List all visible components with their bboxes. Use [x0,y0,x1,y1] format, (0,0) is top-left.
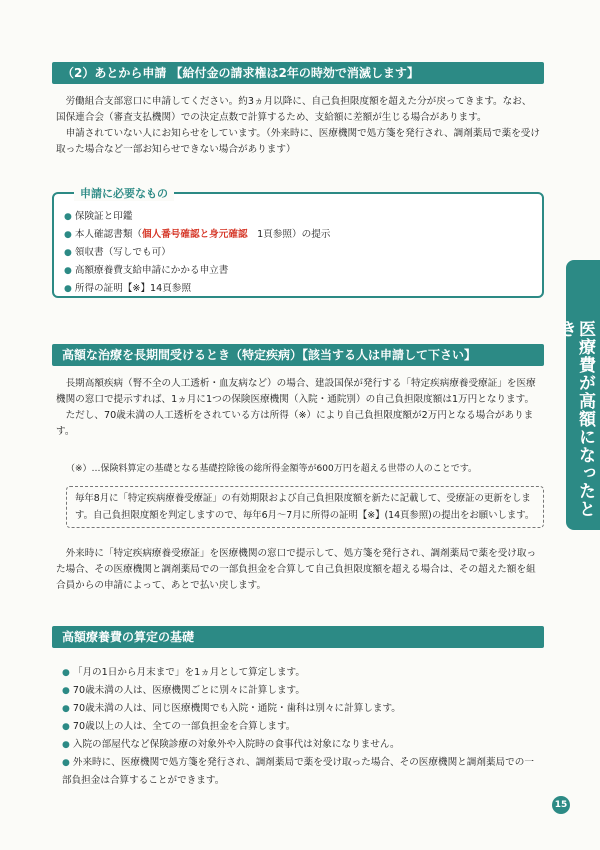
section-subtitle: 【給付金の請求権は2年の時効で消滅します】 [170,66,419,80]
page-number: 15 [552,796,570,814]
list-item-text: 領収書（写しでも可） [74,247,171,258]
bullet-icon: ● [64,266,72,276]
section1-body [56,94,540,158]
list-item [62,664,542,682]
bullet-icon: ● [62,668,70,678]
bullet-icon: ● [62,686,70,696]
list-item-text: 70歳未満の人は、医療機関ごとに別々に計算します。 [72,685,305,696]
section-header-after-application [52,62,544,84]
bullet-icon: ● [64,230,72,240]
chapter-side-tab [556,260,600,530]
list-item [64,208,330,226]
bullet-icon: ● [64,248,72,258]
list-item [62,754,542,789]
list-item [62,700,542,718]
list-item-text: 70歳未満の人は、同じ医療機関でも入院・通院・歯科は別々に計算します。 [72,703,401,714]
section2-paragraph-3: 外来時に「特定疾病療養受療証」を医療機関の窓口で提示して、処方箋を発行され、調剤薬局で薬を受け取った場合、その医療機関と調剤薬局での一部負担金を合算して自己負担限度額を超える場合は、その超えた額を組合員からの申請によって、あとで払い戻します。 [56,548,537,591]
list-item [62,736,542,754]
bullet-icon: ● [64,284,72,294]
list-item-text: 70歳以上の人は、全ての一部負担金を合算します。 [72,721,296,732]
required-items-box [52,187,544,298]
income-note: （※）…保険料算定の基礎となる基礎控除後の総所得金額等が600万円を超える世帯の人のことです。 [66,464,478,474]
bullet-icon: ● [62,722,70,732]
list-item [64,226,330,244]
section2-body-2 [56,546,540,594]
calculation-list [62,664,542,789]
list-item-text: 外来時に、医療機関で処方箋を発行され、調剤薬局で薬を受け取った場合、その医療機関と調剤薬局での一部負担金は合算することができます。 [62,757,534,786]
section2-paragraph-1: 長期高額疾病（腎不全の人工透析・血友病など）の場合、建設国保が発行する「特定疾病療養受療証」を医療機関の窓口で提示すれば、1ヵ月に1つの保険医療機関（入院・通院別）の自己負担限度額は1万円となります。 [56,378,536,405]
section2-body [56,376,540,440]
bullet-icon: ● [62,740,70,750]
section-title: （2）あとから申請 [62,66,167,80]
bullet-icon: ● [62,758,70,768]
section1-paragraph-1: 労働組合支部窓口に申請してください。約3ヵ月以降に、自己負担限度額を超えた分が戻ってきます。なお、国保連合会（審査支払機関）での決定点数で計算するため、支給額に差額が生じる場合があります。 [56,96,532,123]
section2-paragraph-2: ただし、70歳未満の人工透析をされている方は所得（※）により自己負担限度額が2万円となる場合があります。 [56,410,534,437]
list-item [64,244,330,262]
section-title: 高額な治療を長期間受けるとき（特定疾病）【該当する人は申請して下さい】 [62,348,477,362]
list-item-text: 所得の証明【※】14頁参照 [74,283,192,294]
list-item [64,280,330,298]
list-item-text: 高額療養費支給申請にかかる申立書 [74,265,229,276]
list-item-text: 保険証と印鑑 [74,211,133,222]
highlight-text: 個人番号確認と身元確認 [142,229,248,240]
bullet-icon: ● [64,212,72,222]
list-item [62,682,542,700]
list-item-text: 「月の1日から月末まで」を1ヵ月として算定します。 [72,667,305,678]
renewal-note-box: 毎年8月に「特定疾病療養受療証」の有効期限および自己負担限度額を新たに記載して、受療証の更新をします。自己負担限度額を判定しますので、毎年6月〜7月に所得の証明【※】(14頁参照)の提出をお願いします。 [66,486,544,528]
bullet-icon: ● [62,704,70,714]
section-header-calculation-basis [52,626,544,648]
list-item-text: 本人確認書類（ [74,229,143,240]
section-title: 高額療養費の算定の基礎 [62,630,195,644]
section-header-specific-disease [52,344,544,366]
list-item-text: 1頁参照）の提示 [247,229,331,240]
list-item-text: 入院の部屋代など保険診療の対象外や入院時の食事代は対象になりません。 [72,739,400,750]
chapter-title: 医療費が高額になったとき [556,320,595,518]
required-items-list [64,208,330,298]
section1-paragraph-2: 申請されていない人にお知らせをしています。（外来時に、医療機関で処方箋を発行され、調剤薬局で薬を受け取った場合など一部お知らせできない場合があります） [56,128,540,155]
list-item [64,262,330,280]
required-items-title: 申請に必要なもの [74,185,174,201]
list-item [62,718,542,736]
